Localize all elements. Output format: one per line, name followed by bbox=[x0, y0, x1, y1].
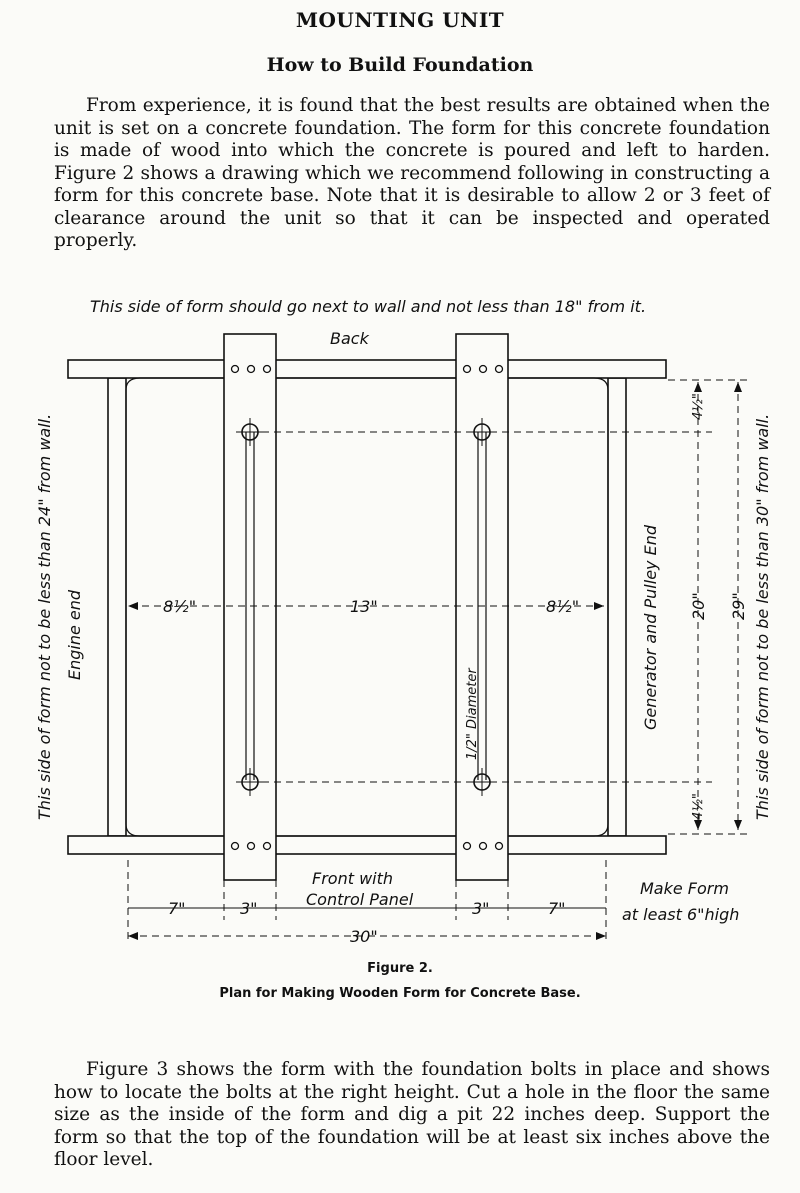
dim-total-width: 30" bbox=[350, 927, 378, 946]
page-title: MOUNTING UNIT bbox=[295, 8, 505, 32]
dim-left-span: 8½" bbox=[163, 597, 197, 616]
back-label: Back bbox=[330, 329, 369, 348]
back-rail bbox=[68, 360, 666, 378]
make-form-line1: Make Form bbox=[640, 879, 729, 898]
dim-center-span: 13" bbox=[350, 597, 378, 616]
make-form-line2: at least 6"high bbox=[622, 905, 740, 924]
dim-left-7: 7" bbox=[168, 899, 186, 918]
generator-end-board bbox=[608, 378, 626, 836]
figure-2-drawing bbox=[0, 290, 800, 950]
figure-caption-title: Figure 2. bbox=[367, 961, 433, 976]
right-cross-board bbox=[456, 334, 508, 880]
dim-right-3: 3" bbox=[472, 899, 490, 918]
dim-right-7: 7" bbox=[548, 899, 566, 918]
bolts-paragraph: Figure 3 shows the form with the foundation bolts in place and shows how to locate the bolts at the right height. Cut a hole in the floor the same size as the inside of the form and dig a pit 22 inches deep. Support the form so that the top of the foundation will be at least six inches above the floor level. bbox=[54, 1059, 770, 1170]
dim-total-depth: 29" bbox=[729, 592, 748, 620]
dim-bolt-spacing: 20" bbox=[689, 592, 708, 620]
dim-bottom-offset: 4½" bbox=[691, 793, 706, 820]
engine-end-board bbox=[108, 378, 126, 836]
left-wall-note: This side of form not to be less than 24" from wall. bbox=[35, 413, 54, 820]
engine-end-label: Engine end bbox=[65, 589, 84, 680]
dim-top-offset: 4½" bbox=[691, 393, 706, 420]
intro-paragraph: From experience, it is found that the best results are obtained when the unit is set on a concrete foundation. The form for this concrete foundation is made of wood into which the concrete is poured and left to harden. Figure 2 shows a drawing which we recommend following in constructing a form for this concrete base. Note that it is desirable to allow 2 or 3 feet of clearance around the unit so that it can be inspected and operated properly. bbox=[54, 95, 770, 251]
dim-right-span: 8½" bbox=[546, 597, 580, 616]
diameter-label: 1/2" Diameter bbox=[465, 668, 480, 760]
front-label-line1: Front with bbox=[312, 869, 394, 888]
right-wall-note: This side of form not to be less than 30" from wall. bbox=[753, 413, 772, 820]
left-cross-board bbox=[224, 334, 276, 880]
top-wall-note: This side of form should go next to wall and not less than 18" from it. bbox=[90, 297, 647, 316]
dim-left-3: 3" bbox=[240, 899, 258, 918]
front-label-line2: Control Panel bbox=[306, 890, 414, 909]
generator-end-label: Generator and Pulley End bbox=[641, 524, 660, 730]
front-rail bbox=[68, 836, 666, 854]
figure-caption-text: Plan for Making Wooden Form for Concrete Base. bbox=[219, 986, 581, 1001]
section-heading: How to Build Foundation bbox=[266, 54, 534, 76]
